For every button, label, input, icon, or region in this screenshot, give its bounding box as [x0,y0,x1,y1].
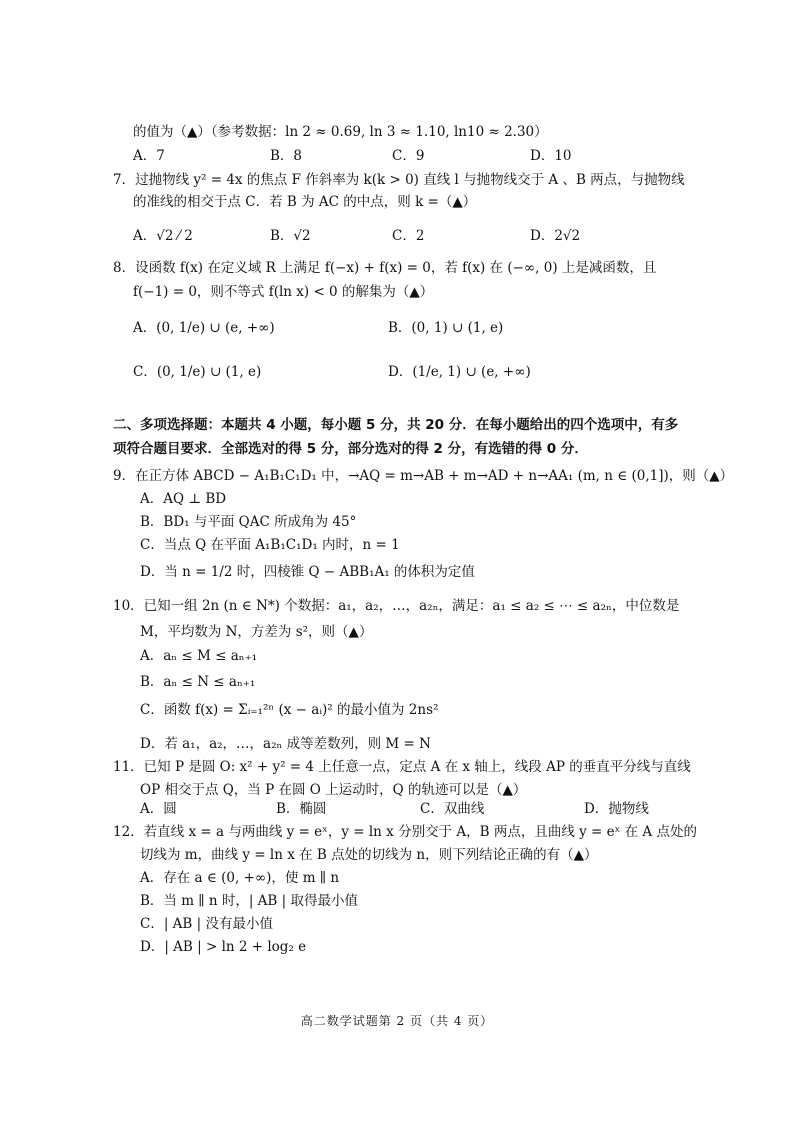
q7-stem-line1: 7．过抛物线 y² = 4x 的焦点 F 作斜率为 k(k > 0) 直线 l 与抛物线交于 A 、B 两点，与抛物线 [113,172,685,188]
section2-heading-line2: 项符合题目要求．全部选对的得 5 分，部分选对的得 2 分，有选错的得 0 分． [113,441,588,457]
q12-option-b: B．当 m ∥ n 时，| AB | 取得最小值 [140,893,358,909]
q10-stem-line1: 10．已知一组 2n (n ∈ N*) 个数据：a₁，a₂，…，a₂ₙ，满足：a₁ ≤ a₂ ≤ ⋯ ≤ a₂ₙ，中位数是 [113,598,680,614]
q7-option-c: C．2 [392,228,425,244]
q6-option-d: D．10 [530,148,572,164]
q8-stem-line2: f(−1) = 0，则不等式 f(ln x) < 0 的解集为（▲） [133,284,434,300]
q12-stem-line2: 切线为 m，曲线 y = ln x 在 B 点处的切线为 n，则下列结论正确的有（▲） [140,847,598,863]
q10-stem-line2: M，平均数为 N，方差为 s²，则（▲） [140,624,373,640]
q9-option-d: D．当 n = 1/2 时，四棱锥 Q − ABB₁A₁ 的体积为定值 [140,564,475,580]
q8-option-a: A．(0, 1/e) ∪ (e, +∞) [133,320,275,336]
q12-option-d: D．| AB | > ln 2 + log₂ e [140,939,307,955]
q6-stem-continuation: 的值为（▲）（参考数据：ln 2 ≈ 0.69, ln 3 ≈ 1.10, ln10 ≈ 2.30） [133,124,548,140]
q6-option-c: C．9 [392,148,425,164]
q12-option-a: A．存在 a ∈ (0, +∞)，使 m ∥ n [140,870,340,886]
q11-option-a: A．圆 [140,801,177,817]
q7-option-d: D．2√2 [530,228,581,244]
q7-option-a: A．√2 ⁄ 2 [133,228,193,244]
q6-option-b: B．8 [270,148,303,164]
q7-option-b: B．√2 [270,228,311,244]
q7-stem-line2: 的准线的相交于点 C．若 B 为 AC 的中点，则 k =（▲） [133,194,477,210]
q10-option-d: D．若 a₁，a₂，…，a₂ₙ 成等差数列，则 M = N [140,736,431,752]
q11-option-b: B．椭圆 [276,801,327,817]
q11-option-c: C．双曲线 [420,801,485,817]
q9-option-b: B．BD₁ 与平面 QAC 所成角为 45° [140,514,357,530]
q11-stem-line2: OP 相交于点 Q，当 P 在圆 O 上运动时，Q 的轨迹可以是（▲） [140,782,527,798]
q11-stem-line1: 11．已知 P 是圆 O: x² + y² = 4 上任意一点，定点 A 在 x 轴上，线段 AP 的垂直平分线与直线 [113,759,691,775]
q9-stem: 9．在正方体 ABCD − A₁B₁C₁D₁ 中，→AQ = m→AB + m→AD + n→AA₁ (m, n ∈ (0,1])，则（▲） [113,468,734,484]
page-footer: 高二数学试题第 2 页（共 4 页） [300,1014,494,1028]
q11-option-d: D．抛物线 [584,801,649,817]
q12-stem-line1: 12．若直线 x = a 与两曲线 y = eˣ，y = ln x 分别交于 A，B 两点，且曲线 y = eˣ 在 A 点处的 [113,824,697,840]
section2-heading-line1: 二、多项选择题：本题共 4 小题，每小题 5 分，共 20 分．在每小题给出的四个选项中，有多 [113,417,679,433]
q10-option-b: B．aₙ ≤ N ≤ aₙ₊₁ [140,674,256,690]
q8-option-d: D．(1/e, 1) ∪ (e, +∞) [388,364,531,380]
q8-stem-line1: 8．设函数 f(x) 在定义域 R 上满足 f(−x) + f(x) = 0，若 f(x) 在 (−∞, 0) 上是减函数，且 [113,260,657,276]
q10-option-c: C．函数 f(x) = Σᵢ₌₁²ⁿ (x − aᵢ)² 的最小值为 2ns² [140,702,439,718]
q10-option-a: A．aₙ ≤ M ≤ aₙ₊₁ [140,648,258,664]
q9-option-c: C．当点 Q 在平面 A₁B₁C₁D₁ 内时，n = 1 [140,537,400,553]
q12-option-c: C．| AB | 没有最小值 [140,916,273,932]
q6-option-a: A．7 [133,148,165,164]
q8-option-b: B．(0, 1) ∪ (1, e) [388,320,504,336]
q8-option-c: C．(0, 1/e) ∪ (1, e) [133,364,262,380]
q9-option-a: A．AQ ⊥ BD [140,491,227,507]
